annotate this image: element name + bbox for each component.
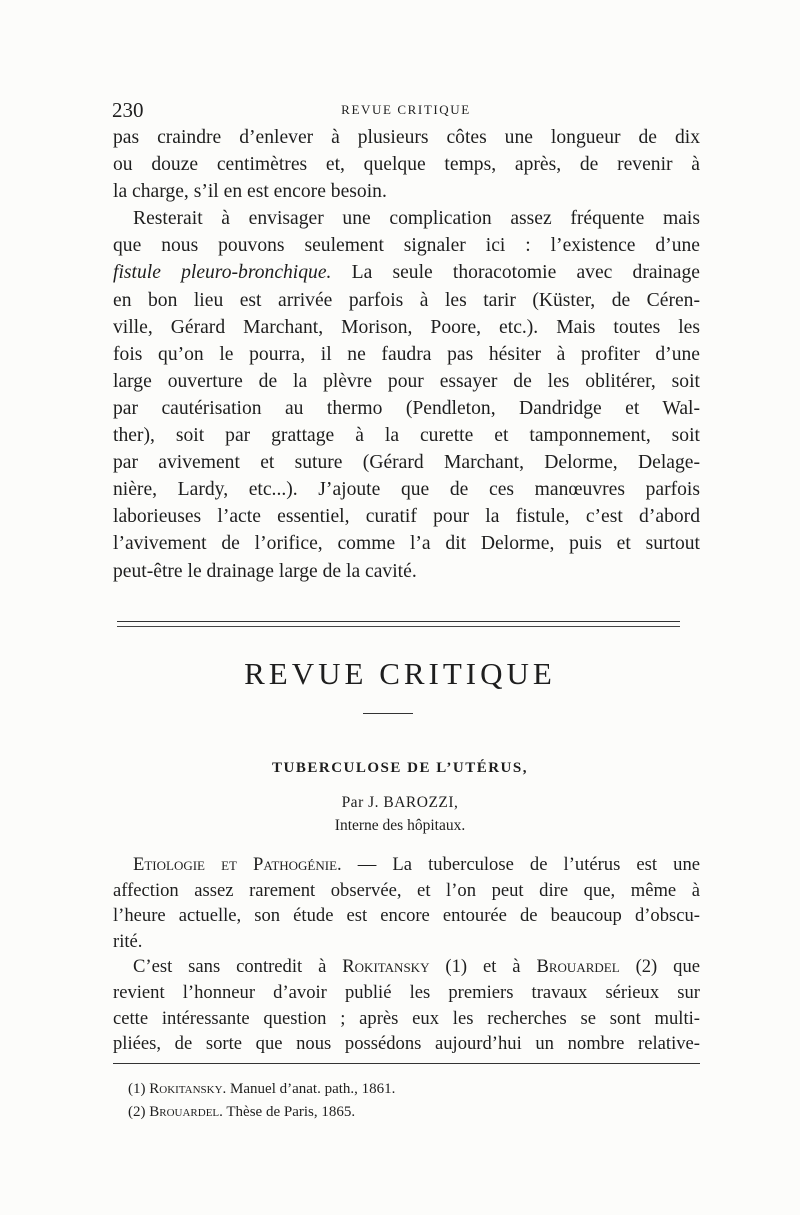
article-title: TUBERCULOSE DE L’UTÉRUS, [272,760,528,776]
text-run: — La tuberculose de l’utérus est une [341,854,700,875]
section-lead: Etiologie et Pathogénie. [133,854,342,875]
footnote [128,1078,395,1101]
text-line: revient l’honneur d’avoir publié les premiers travaux sérieux sur [113,981,700,1003]
italic-term: fistule pleuro-bronchique. [113,262,332,284]
footnote-text: Thèse de Paris, 1865. [222,1104,356,1120]
author-byline: Par J. BAROZZI, [341,794,459,811]
paragraph [113,205,700,584]
footnotes [128,1078,395,1124]
text-line [113,852,700,878]
paragraph [113,954,700,1056]
text-line: pas craindre d’enlever à plusieurs côtes une longueur de dix [113,127,700,148]
text-line [113,259,700,286]
section-title: REVUE CRITIQUE [244,656,556,691]
author-name: Rokitansky [342,956,430,978]
text-run: (1) et à [429,956,537,978]
footnote-number: (1) [128,1081,146,1097]
text-line: l’avivement de l’orifice, comme l’a dit Delorme, puis et surtout [113,533,700,555]
text-line: rité. [113,930,143,952]
section-divider [117,621,680,627]
text-line: la charge, s’il en est encore besoin. [113,181,387,203]
author-name: Brouardel [536,956,620,978]
text-line [113,954,700,980]
top-text-block [113,124,700,585]
lower-text-block [113,852,700,1057]
text-line: fois qu’on le pourra, il ne faudra pas hésiter à profiter d’une [113,343,700,365]
text-line: large ouverture de la plèvre pour essayer de les oblitérer, soit [113,370,700,392]
author-affiliation: Interne des hôpitaux. [334,817,466,834]
footnote-author: Rokitansky. [149,1081,227,1097]
text-line: pliées, de sorte que nous possédons aujourd’hui un nombre relative- [113,1033,700,1055]
running-head [112,98,700,124]
text-line: ville, Gérard Marchant, Morison, Poore, etc.). Mais toutes les [113,316,700,338]
paragraph [113,124,700,205]
title-underline [363,713,413,714]
text-line: affection assez rarement observée, et l’on peut dire que, même à [113,879,700,901]
text-line: peut-être le drainage large de la cavité. [113,560,417,582]
text-run: (2) que [619,956,701,978]
text-line: l’heure actuelle, son étude est encore entourée de beaucoup d’obscu- [113,905,700,927]
text-line: ther), soit par grattage à la curette et tamponnement, soit [113,425,700,447]
footnote-divider [113,1063,700,1064]
text-line: par avivement et suture (Gérard Marchant, Delorme, Delage- [113,452,700,474]
text-line: Resterait à envisager une complication assez fréquente mais [133,208,700,230]
text-line: que nous pouvons seulement signaler ici : l’existence d’une [113,235,700,257]
footnote-number: (2) [128,1104,146,1120]
text-line: nière, Lardy, etc...). J’ajoute que de ces manœuvres parfois [113,479,700,501]
text-line: laborieuses l’acte essentiel, curatif pour la fistule, c’est d’abord [113,506,700,528]
text-line: cette intéressante question ; après eux les recherches se sont multi- [113,1007,700,1029]
text-run: C’est sans contredit à [133,956,343,978]
text-line: ou douze centimètres et, quelque temps, après, de revenir à [113,154,700,176]
running-title: REVUE CRITIQUE [341,102,471,117]
footnote-text: Manuel d’anat. path., 1861. [226,1081,396,1097]
footnote [128,1101,395,1124]
text-line: en bon lieu est arrivée parfois à les tarir (Küster, de Céren- [113,289,700,311]
text-line: par cautérisation au thermo (Pendleton, Dandridge et Wal- [113,397,700,419]
page-number: 230 [112,98,144,122]
paragraph [113,852,700,954]
footnote-author: Brouardel. [149,1104,223,1120]
text-run: La seule thoracotomie avec drainage [331,262,700,284]
